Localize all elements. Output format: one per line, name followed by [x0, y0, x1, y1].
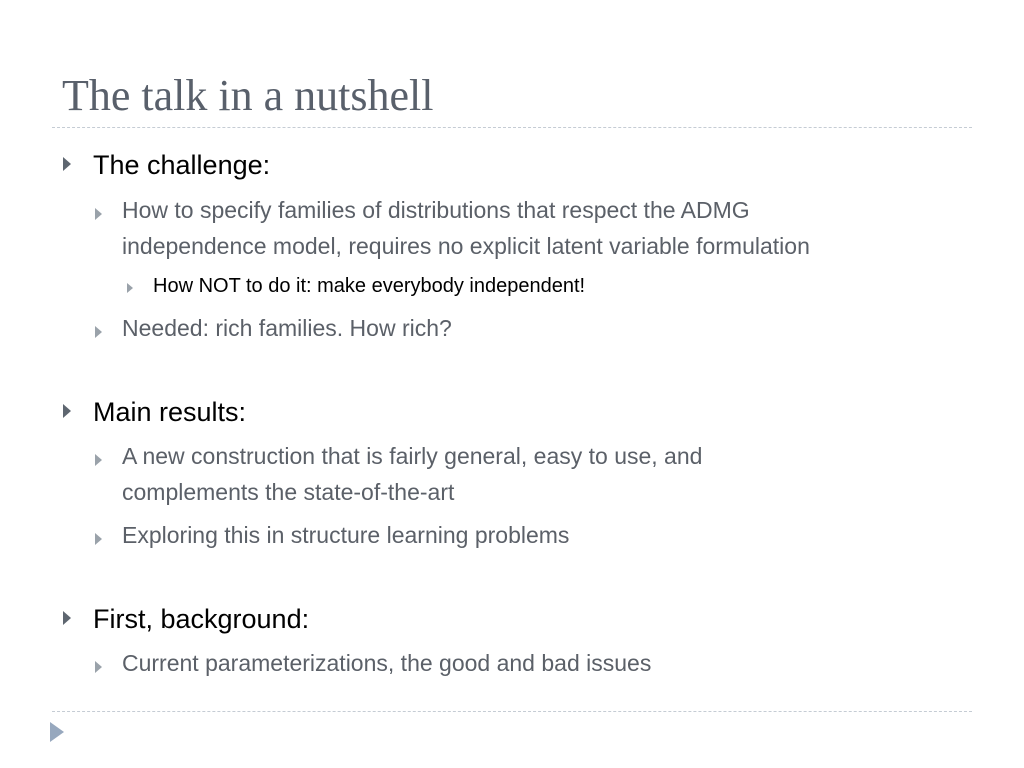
sub-sub-bullet-how-not	[127, 276, 585, 298]
sub-bullet-needed	[95, 315, 452, 346]
bullet-arrow-icon	[63, 404, 71, 418]
bullet-text: The challenge:	[93, 150, 271, 180]
bullet-text: First, background:	[93, 604, 310, 634]
bullet-arrow-icon	[95, 533, 102, 545]
sub-bullet-exploring	[95, 522, 570, 553]
bullet-arrow-icon	[95, 326, 102, 338]
bullet-arrow-icon	[95, 661, 102, 673]
bullet-arrow-icon	[95, 208, 102, 220]
title-divider	[52, 127, 972, 128]
bullet-first-background	[63, 604, 309, 634]
bullet-text: How NOT to do it: make everybody independent!	[153, 275, 586, 297]
bullet-arrow-icon	[95, 454, 102, 466]
bullet-text: Needed: rich families. How rich?	[122, 315, 452, 341]
slide-title: The talk in a nutshell	[62, 71, 434, 120]
bullet-arrow-icon	[63, 157, 71, 171]
sub-bullet-current-parameterizations	[95, 650, 652, 681]
bullet-text-line-2: independence model, requires no explicit latent variable formulation	[122, 233, 810, 259]
bullet-text: Exploring this in structure learning problems	[122, 522, 570, 548]
bullet-arrow-icon	[63, 611, 71, 625]
bullet-main-results	[63, 397, 246, 427]
bullet-text-line-2: complements the state-of-the-art	[122, 479, 455, 505]
sub-bullet-new-construction	[95, 443, 703, 510]
bullet-text-line-1: A new construction that is fairly general, easy to use, and	[122, 443, 703, 469]
bullet-text-line-1: How to specify families of distributions that respect the ADMG	[122, 197, 750, 223]
bullet-text: Main results:	[93, 397, 247, 427]
bullet-text: Current parameterizations, the good and bad issues	[122, 650, 652, 676]
footer-divider	[52, 711, 972, 712]
sub-bullet-how-to-specify	[95, 197, 810, 264]
play-arrow-icon[interactable]	[50, 722, 64, 742]
bullet-arrow-icon	[127, 283, 133, 293]
bullet-challenge	[63, 150, 270, 180]
